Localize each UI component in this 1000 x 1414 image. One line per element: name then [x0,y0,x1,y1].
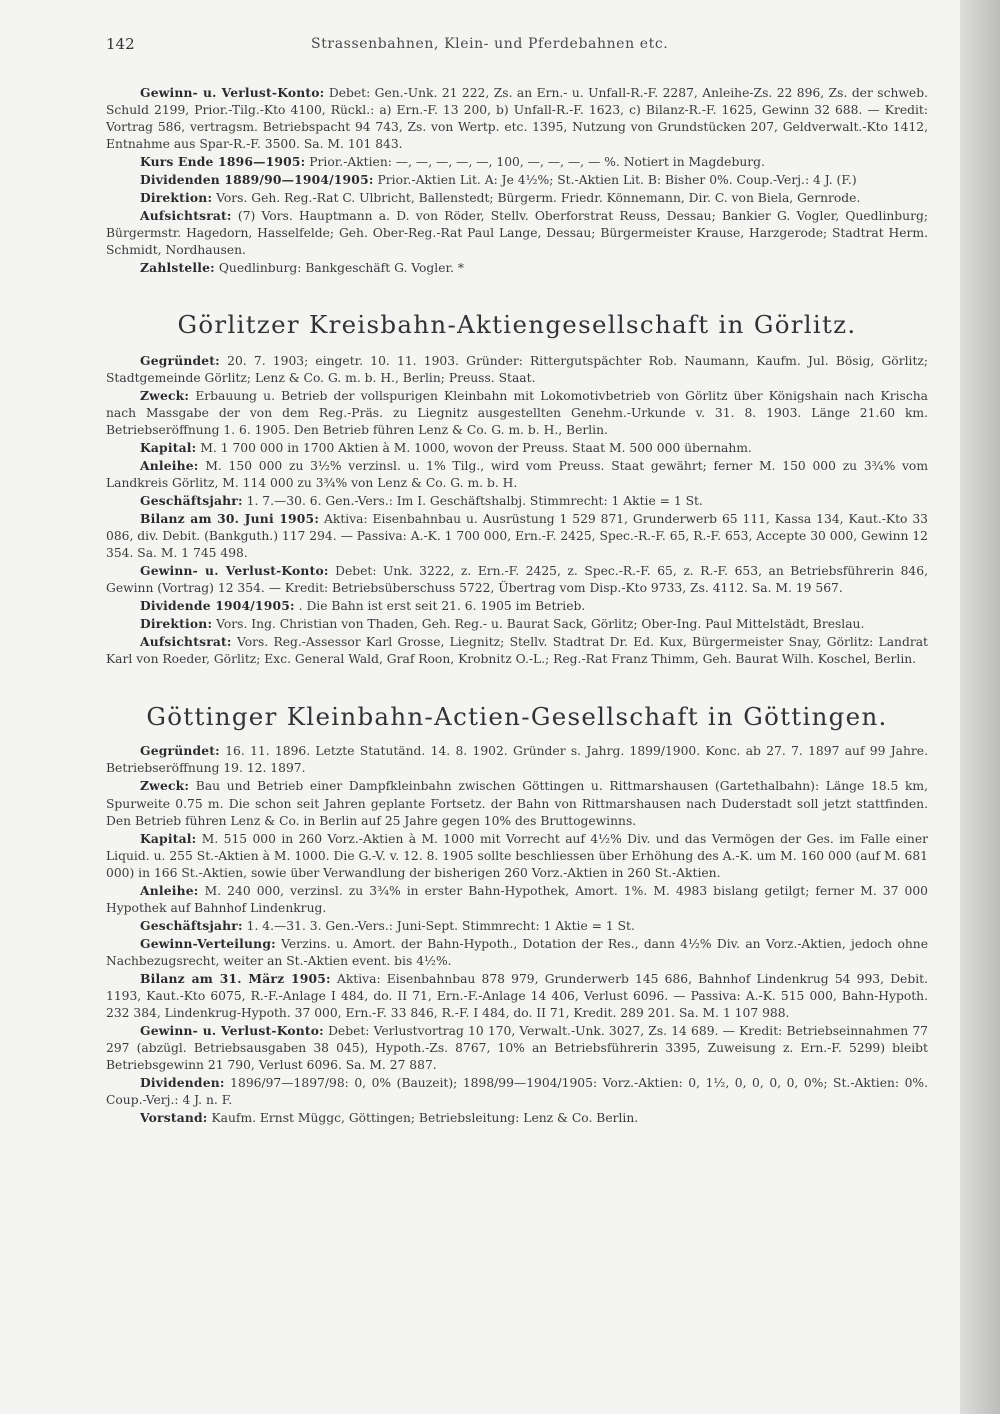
entry-paragraph [106,777,928,829]
entry-paragraph [106,562,928,597]
paragraph-text: 1. 7.—30. 6. Gen.-Vers.: Im I. Geschäftshalbj. Stimmrecht: 1 Aktie = 1 St. [246,493,703,508]
page-header [106,36,928,60]
entry-paragraph [106,457,928,492]
paragraph-label: Vorstand: [140,1110,208,1126]
paragraph-label: Anleihe: [140,882,199,898]
intro-paragraph [106,189,928,207]
paragraph-label: Gewinn-Verteilung: [140,935,276,951]
paragraph-text: Prior.-Aktien Lit. A: Je 4½%; St.-Aktien Lit. B: Bisher 0%. Coup.-Verj.: 4 J. (F.) [377,173,857,188]
paragraph-label: Kurs Ende 1896—1905: [140,154,306,170]
paragraph-label: Gegründet: [140,743,220,759]
page-number: 142 [106,35,135,53]
intro-entries [106,84,928,278]
paragraph-text: 1. 4.—31. 3. Gen.-Vers.: Juni-Sept. Stimmrecht: 1 Aktie = 1 St. [246,918,635,933]
paragraph-label: Gewinn- u. Verlust-Konto: [140,1023,324,1039]
paragraph-label: Direktion: [140,190,213,206]
paragraph-label: Dividenden: [140,1075,225,1091]
paragraph-text: Vors. Geh. Reg.-Rat C. Ulbricht, Ballenstedt; Bürgerm. Friedr. Könnemann, Dir. C. von Biela, Gernrode. [216,191,861,206]
paragraph-label: Gewinn- u. Verlust-Konto: [140,563,329,579]
intro-paragraph [106,207,928,259]
entry-paragraph [106,935,928,970]
paragraph-text: Prior.-Aktien: —, —, —, —, —, 100, —, —, —, — %. Notiert in Magdeburg. [309,155,765,170]
paragraph-text: Debet: Verlustvortrag 10 170, Verwalt.-Unk. 3027, Zs. 14 689. — Kredit: Betriebseinnahmen 77 297 (abzügl. Betriebsausgaben 38 045), Hypoth.-Zs. 8767, 10% an Betriebsführerin 3395, Zuweisung z. Ern.-F. 5299) bleibt Betriebsgewinn 21 790, Verlust 6096. Sa. M. 27 887. [106,1024,928,1073]
intro-paragraph [106,259,928,277]
paragraph-label: Zahlstelle: [140,260,215,276]
paragraph-text: (7) Vors. Hauptmann a. D. von Röder, Stellv. Oberforstrat Reuss, Dessau; Bankier G. Vogler, Quedlinburg; Bürgermstr. Hagedorn, Hasselfelde; Geh. Ober-Reg.-Rat Paul Lange, Dessau; Bürgermeister Krause, Harzgerode; Stadtrat Herm. Schmidt, Nordhausen. [106,209,928,258]
entry-paragraph [106,492,928,510]
paragraph-text: Erbauung u. Betrieb der vollspurigen Kleinbahn mit Lokomotivbetrieb von Görlitz über Königshain nach Krischa nach Massgabe der von dem Reg.-Präs. zu Liegnitz ausgestellten Genehm.-Urkunde v. 31. 8. 1903. Länge 21.60 km. Betriebseröffnung 1. 6. 1905. Den Betrieb führen Lenz & Co. G. m. b. H., Berlin. [106,388,929,437]
intro-paragraph [106,171,928,189]
entry-paragraph [106,633,928,668]
entry-paragraph [106,352,928,387]
paragraph-text: . Die Bahn ist erst seit 21. 6. 1905 im Betrieb. [298,599,586,614]
entry-paragraph [106,1109,928,1127]
paragraph-text: M. 1 700 000 in 1700 Aktien à M. 1000, wovon der Preuss. Staat M. 500 000 übernahm. [200,440,752,455]
paragraph-label: Geschäftsjahr: [140,492,243,508]
paragraph-text: Aktiva: Eisenbahnbau 878 979, Grunderwerb 145 686, Bahnhof Lindenkrug 54 993, Debit. 1193, Kaut.-Kto 6075, R.-F.-Anlage I 484, do. II 71, Ern.-F.-Anlage 14 406, Verlust 6096. — Passiva: A.-K. 515 000, Bahn-Hypoth. 232 384, Lindenkrug-Hypoth. 37 000, Ern.-F. 33 846, R.-F. I 484, do. II 71, Kredit. 289 201. Sa. M. 1 107 988. [106,971,928,1021]
paragraph-text: Kaufm. Ernst Müggc, Göttingen; Betriebsleitung: Lenz & Co. Berlin. [211,1111,639,1126]
page-edge-shadow [960,0,1000,1414]
paragraph-text: Debet: Gen.-Unk. 21 222, Zs. an Ern.- u. Unfall-R.-F. 2287, Anleihe-Zs. 22 896, Zs. der schweb. Schuld 2199, Prior.-Tilg.-Kto 4100, Rückl.: a) Ern.-F. 13 200, b) Unfall-R.-F. 1623, c) Bilanz-R.-F. 1625, Gewinn 32 688. — Kredit: Vortrag 586, vertragsm. Betriebspacht 94 743, Zs. von Wertp. etc. 1395, Nutzung von Grundstücken 207, Geldverwalt.-Kto 1412, Entnahme aus Spar-R.-F. 3500. Sa. M. 101 843. [106,86,928,152]
paragraph-text: 16. 11. 1896. Letzte Statutänd. 14. 8. 1902. Gründer s. Jahrg. 1899/1900. Konc. ab 27. 7. 1897 auf 99 Jahre. Betriebseröffnung 19. 12. 1897. [106,744,928,776]
paragraph-label: Zweck: [140,778,190,794]
entry-paragraph [106,1074,928,1109]
paragraph-label: Bilanz am 30. Juni 1905: [140,510,320,526]
paragraph-text: M. 150 000 zu 3½% verzinsl. u. 1% Tilg., wird vom Preuss. Staat gewährt; ferner M. 150 000 zu 3¾% vom Landkreis Görlitz, M. 114 000 zu 3¾% von Lenz & Co. G. m. b. H. [106,458,928,490]
section-title-goerlitz: Görlitzer Kreisbahn-Aktiengesellschaft in Görlitz. [177,309,857,339]
entry-paragraph [106,970,928,1022]
paragraph-label: Bilanz am 31. März 1905: [140,970,331,986]
paragraph-label: Anleihe: [140,457,199,473]
paragraph-text: Aktiva: Eisenbahnbau u. Ausrüstung 1 529 871, Grunderwerb 65 111, Kassa 134, Kaut.-Kto 33 086, div. Debit. (Bankguth.) 117 294. — Passiva: A.-K. 1 700 000, Ern.-F. 2425, Spec.-R.-F. 65, R.-F. 653, Accepte 30 000, Gewinn 12 354. Sa. M. 1 745 498. [106,511,928,561]
entry-paragraph [106,510,928,562]
entry-paragraph [106,882,928,917]
paragraph-text: Vors. Ing. Christian von Thaden, Geh. Reg.- u. Baurat Sack, Görlitz; Ober-Ing. Paul Mittelstädt, Breslau. [216,617,865,632]
entry-paragraph [106,597,928,615]
entry-paragraph [106,830,928,882]
paragraph-text: Quedlinburg: Bankgeschäft G. Vogler. * [218,261,465,276]
paragraph-label: Kapital: [140,439,197,455]
section-goerlitz [106,352,928,669]
entry-paragraph [106,917,928,935]
running-title: Strassenbahnen, Klein- und Pferdebahnen etc. [311,36,669,52]
entry-paragraph [106,615,928,633]
entry-paragraph [106,742,928,777]
section-title-goettingen: Göttinger Kleinbahn-Actien-Gesellschaft in Göttingen. [146,702,888,732]
page-content [106,36,928,1127]
section-goettingen [106,742,928,1127]
paragraph-text: Vors. Reg.-Assessor Karl Grosse, Liegnitz; Stellv. Stadtrat Dr. Ed. Kux, Bürgermeister Snay, Görlitz: Landrat Karl von Roeder, Görlitz; Exc. General Wald, Graf Roon, Krobnitz O.-L.; Reg.-Rat Franz Thimm, Geh. Baurat Wilh. Koschel, Berlin. [106,635,928,667]
paragraph-label: Direktion: [140,616,213,632]
paragraph-label: Aufsichtsrat: [140,634,232,650]
paragraph-text: M. 240 000, verzinsl. zu 3¾% in erster Bahn-Hypothek, Amort. 1%. M. 4983 bislang getilgt; ferner M. 37 000 Hypothek auf Bahnhof Lindenkrug. [106,883,928,915]
paragraph-label: Kapital: [140,830,197,846]
paragraph-label: Gewinn- u. Verlust-Konto: [140,85,325,100]
paragraph-text: Bau und Betrieb einer Dampfkleinbahn zwischen Göttingen u. Rittmarshausen (Gartethalbahn): Länge 18.5 km, Spurweite 0.75 m. Die schon seit Jahren geplante Fortsetz. der Bahn von Rittmarshausen nach Duderstadt soll jetzt stattfinden. Den Betrieb führen Lenz & Co. in Berlin auf 25 Jahre gegen 10% des Bruttogewinns. [106,779,928,828]
entry-paragraph [106,1022,928,1074]
paragraph-text: Debet: Unk. 3222, z. Ern.-F. 2425, z. Spec.-R.-F. 65, z. R.-F. 653, an Betriebsführerin 846, Gewinn (Vortrag) 12 354. — Kredit: Betriebsüberschuss 5722, Übertrag vom Disp.-Kto 9733, Zs. 4112. Sa. M. 19 567. [106,564,928,596]
intro-paragraph [106,153,928,171]
paragraph-label: Gegründet: [140,352,220,368]
paragraph-label: Dividende 1904/1905: [140,598,295,614]
paragraph-label: Geschäftsjahr: [140,917,243,933]
paragraph-label: Aufsichtsrat: [140,208,232,224]
paragraph-text: 20. 7. 1903; eingetr. 10. 11. 1903. Gründer: Rittergutspächter Rob. Naumann, Kaufm. Jul. Bösig, Görlitz; Stadtgemeinde Görlitz; Lenz & Co. G. m. b. H., Berlin; Preuss. Staat. [106,353,929,385]
paragraph-text: Verzins. u. Amort. der Bahn-Hypoth., Dotation der Res., dann 4½% Div. an Vorz.-Aktien, jedoch ohne Nachbezugsrecht, weiter an St.-Aktien event. bis 4½%. [106,936,929,968]
paragraph-text: 1896/97—1897/98: 0, 0% (Bauzeit); 1898/99—1904/1905: Vorz.-Aktien: 0, 1½, 0, 0, 0, 0, 0%; St.-Aktien: 0%. Coup.-Verj.: 4 J. n. F. [106,1076,928,1108]
entry-paragraph [106,439,928,457]
paragraph-label: Dividenden 1889/90—1904/1905: [140,172,374,188]
paragraph-text: M. 515 000 in 260 Vorz.-Aktien à M. 1000 mit Vorrecht auf 4½% Div. und das Vermögen der Ges. im Falle einer Liquid. u. 255 St.-Aktien à M. 1000. Die G.-V. v. 12. 8. 1905 sollte beschliessen über Erhöhung des A.-K. um M. 160 000 (auf M. 681 000) in 166 St.-Aktien, sowie über Verwandlung der bisherigen 260 Vorz.-Aktien in 260 St.-Aktien. [106,831,928,880]
intro-paragraph [106,84,928,153]
paragraph-label: Zweck: [140,387,190,403]
entry-paragraph [106,387,928,439]
